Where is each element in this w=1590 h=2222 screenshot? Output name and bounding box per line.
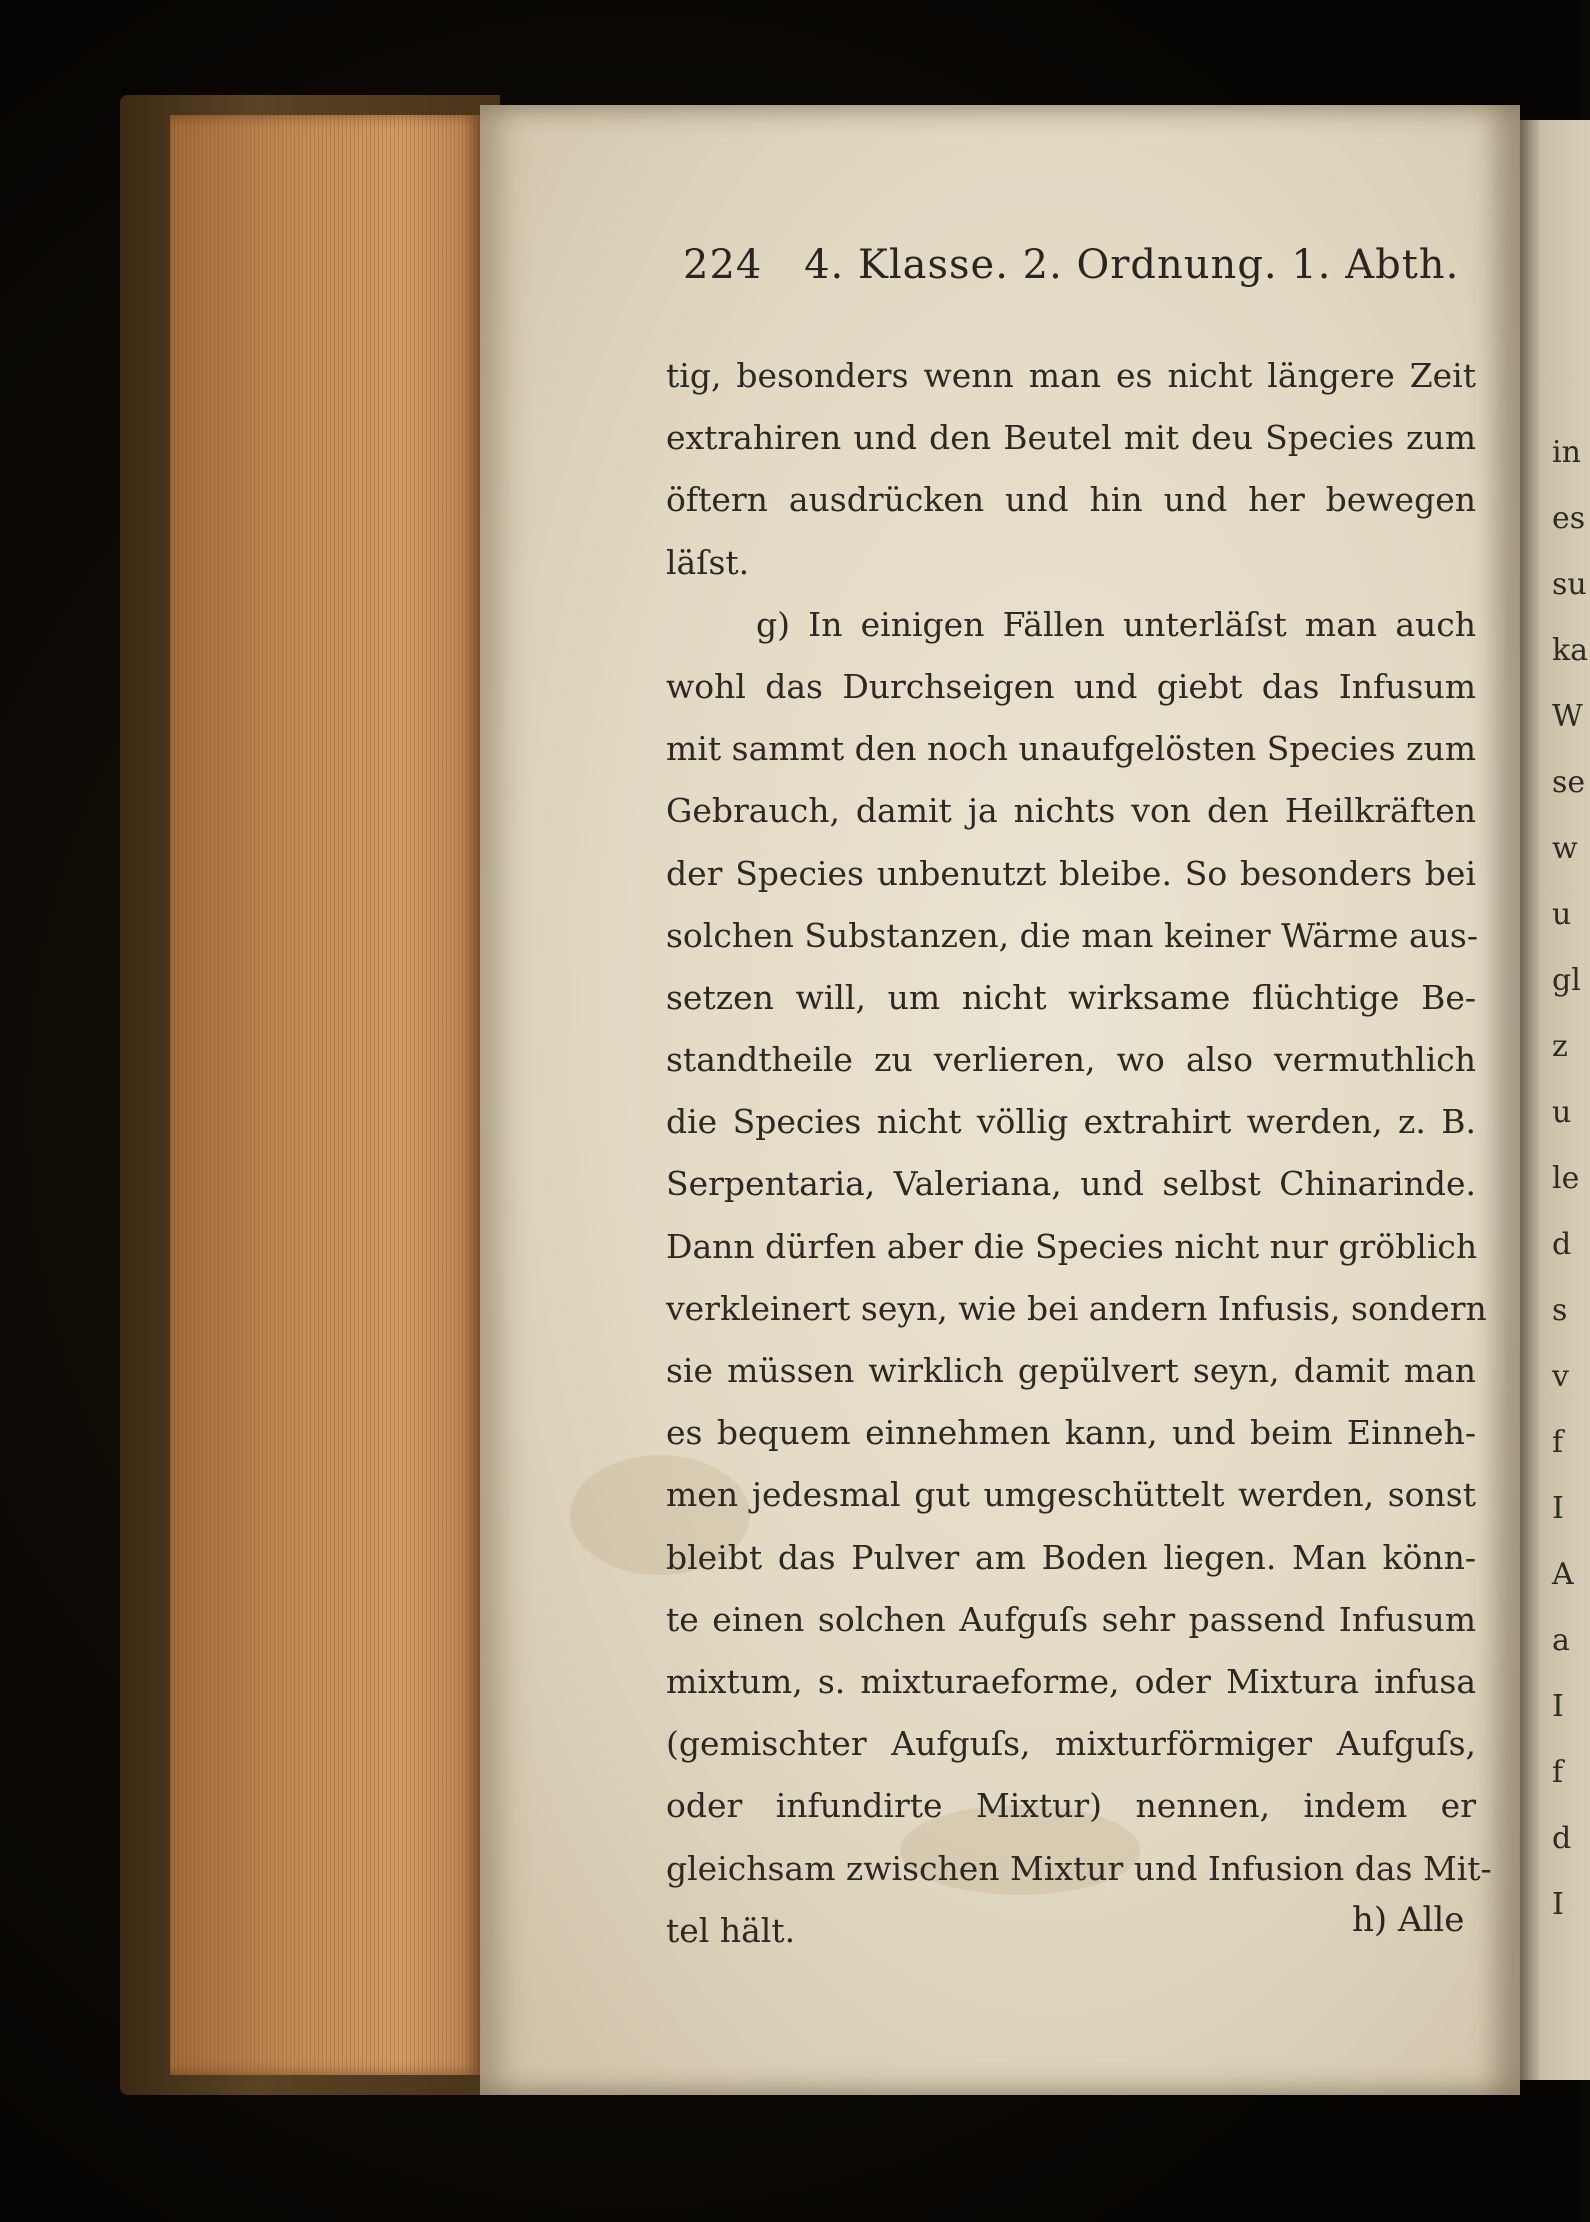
text-line: solchen Substanzen, die man keiner Wärme aus- bbox=[666, 915, 1478, 955]
text-line: setzen will, um nicht wirksame flüchtige Be- bbox=[666, 977, 1476, 1017]
facing-page-fragment: W bbox=[1552, 699, 1583, 734]
text-line: wohl das Durchseigen und giebt das Infusum bbox=[666, 666, 1476, 706]
text-line: der Species unbenutzt bleibe. So besonders bei bbox=[666, 853, 1476, 893]
text-line: sie müssen wirklich gepülvert seyn, damit man bbox=[666, 1351, 1476, 1390]
facing-page-fragment: w bbox=[1552, 831, 1578, 866]
text-line: (gemischter Aufguſs, mixturförmiger Aufguſs, bbox=[666, 1724, 1476, 1764]
text-line: Gebrauch, damit ja nichts von den Heilkräften bbox=[666, 791, 1476, 831]
text-line: Serpentaria, Valeriana, und selbst Chinarinde. bbox=[666, 1164, 1476, 1204]
text-line: oder infundirte Mixtur) nennen, indem er bbox=[666, 1786, 1476, 1826]
text-line: te einen solchen Aufguſs sehr passend Infusum bbox=[666, 1599, 1476, 1639]
text-line: verkleinert seyn, wie bei andern Infusis, sondern bbox=[666, 1288, 1487, 1328]
page-block-edge bbox=[170, 115, 480, 2075]
facing-page-fragment: d bbox=[1552, 1821, 1572, 1856]
text-line: bleibt das Pulver am Boden liegen. Man könn- bbox=[666, 1537, 1476, 1577]
facing-page-fragment: z bbox=[1552, 1029, 1568, 1064]
text-line: tel hält. bbox=[666, 1910, 796, 1950]
facing-page-fragment: in bbox=[1552, 435, 1581, 470]
body-text bbox=[666, 345, 1492, 1962]
facing-page-fragment: I bbox=[1552, 1887, 1564, 1922]
facing-page-fragment: le bbox=[1552, 1161, 1580, 1196]
facing-page-fragment: I bbox=[1552, 1491, 1564, 1526]
text-line: gleichsam zwischen Mixtur und Infusion das Mit- bbox=[666, 1848, 1492, 1888]
facing-page-fragment: gl bbox=[1552, 963, 1581, 998]
text-line: g) In einigen Fällen unterläſst man auch bbox=[756, 604, 1476, 644]
facing-page-fragment: u bbox=[1552, 897, 1572, 932]
facing-page-fragment: v bbox=[1552, 1359, 1569, 1394]
text-line: mit sammt den noch unaufgelösten Species zum bbox=[666, 729, 1476, 769]
facing-page-fragment: s bbox=[1552, 1293, 1568, 1328]
running-title: 4. Klasse. 2. Ordnung. 1. Abth. bbox=[804, 242, 1460, 288]
text-line: Dann dürfen aber die Species nicht nur gröblich bbox=[666, 1226, 1478, 1266]
facing-page-fragment: ka bbox=[1552, 633, 1589, 668]
text-line: extrahiren und den Beutel mit deu Species zum bbox=[666, 418, 1476, 458]
text-line: tig, besonders wenn man es nicht längere Zeit bbox=[666, 356, 1476, 395]
text-line: öftern ausdrücken und hin und her bewegen bbox=[666, 480, 1476, 520]
facing-page-fragment: a bbox=[1552, 1623, 1570, 1658]
facing-page-fragment: su bbox=[1552, 567, 1587, 602]
page-number: 224 bbox=[683, 242, 763, 288]
text-line: es bequem einnehmen kann, und beim Einneh- bbox=[666, 1413, 1476, 1453]
catchword: h) Alle bbox=[1352, 1900, 1465, 1940]
facing-page-fragment: se bbox=[1552, 765, 1586, 800]
facing-page-fragment: f bbox=[1552, 1425, 1564, 1460]
facing-page-letters bbox=[1552, 420, 1589, 1938]
facing-page-fragment: d bbox=[1552, 1227, 1572, 1262]
facing-page-fragment: f bbox=[1552, 1755, 1564, 1790]
facing-page-fragment: A bbox=[1552, 1557, 1574, 1592]
text-line: men jedesmal gut umgeschüttelt werden, sonst bbox=[666, 1475, 1476, 1515]
facing-page-fragment: I bbox=[1552, 1689, 1564, 1724]
facing-page-fragment: u bbox=[1552, 1095, 1572, 1130]
text-line: mixtum, s. mixturaeforme, oder Mixtura infusa bbox=[666, 1661, 1476, 1701]
running-header bbox=[683, 242, 1460, 288]
text-line: standtheile zu verlieren, wo also vermuthlich bbox=[666, 1040, 1476, 1080]
facing-page-fragment: es bbox=[1552, 501, 1586, 536]
text-line: die Species nicht völlig extrahirt werden, z. B. bbox=[666, 1102, 1476, 1142]
text-line: läſst. bbox=[666, 542, 750, 582]
